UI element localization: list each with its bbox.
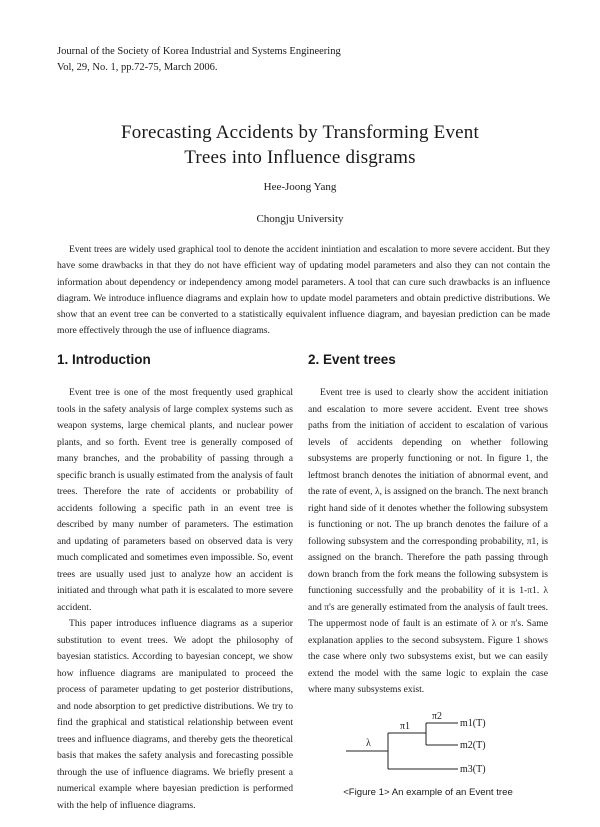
journal-info — [57, 44, 341, 76]
section-heading-introduction: 1. Introduction — [57, 352, 151, 367]
intro-paragraph-1: Event tree is one of the most frequently used graphical tools in the safety analysis of large complex systems such as weapon systems, large chemical plants, and nuclear power plants, and so forth. Event tree is generally composed of many branches, and the probability of passing through a specific branch is usually estimated from the analysis of fault trees. Therefore the rate of accidents or probability of accidents following a specific path in an event tree is described by many number of parameters. The estimation and updating of parameters based on observed data is very much complicated and sometimes even impossible. So, event trees are usually used just to analyze how an accident is initiated and through what path it is escalated to more severe accident. — [57, 387, 293, 613]
figure-caption: <Figure 1> An example of an Event tree — [343, 786, 513, 798]
figure-event-tree — [308, 710, 548, 783]
journal-name: Journal of the Society of Korea Industrial and Systems Engineering — [57, 46, 341, 57]
title-line-1: Forecasting Accidents by Transforming Event — [121, 122, 479, 143]
label-pi2: π2 — [432, 710, 443, 722]
label-m3: m3(T) — [460, 763, 486, 775]
affiliation: Chongju University — [256, 213, 344, 225]
left-column — [57, 350, 293, 814]
journal-issue: Vol, 29, No. 1, pp.72-75, March 2006. — [57, 62, 218, 73]
label-m2: m2(T) — [460, 739, 486, 751]
label-pi1: π1 — [400, 720, 411, 732]
right-column — [308, 350, 548, 801]
paper-title — [0, 120, 600, 170]
label-lambda: λ — [366, 737, 371, 749]
event-tree-diagram — [308, 713, 548, 783]
section-heading-event-trees: 2. Event trees — [308, 352, 396, 367]
intro-paragraph-2: This paper introduces influence diagrams as a superior substitution to event trees. We adopt the philosophy of bayesian statistics. According to bayesian concept, we show how influence diagrams are manipulated to proceed the process of parameter updating to get posterior distributions, and node absorption to get predictive distributions. We try to find the graphical and statistical relationship between event trees and influence diagrams, and thereby gets the theoretical basis that makes the safety analysis and forecasting possible through the use of influence diagrams. We briefly present a numerical example where bayesian prediction is performed with the help of influence diagrams. — [57, 618, 293, 811]
event-trees-paragraph-1: Event tree is used to clearly show the accident initiation and escalation to more severe accident. Event tree shows paths from the initiation of accident to escalation of various levels of accidents depending on whether following subsystems are properly functioning or not. In figure 1, the leftmost branch denotes the initiation of abnormal event, and the rate of event, λ, is assigned on the branch. The next branch right hand side of it denotes whether the following subsystem is functioning or not. The up branch denotes the failure of a following subsystem and the corresponding probability, π1, is assigned on the branch. Therefore the path passing through down branch from the fork means the following subsystem is functioning successfully and the probability of it is 1-π1. λ and π's are generally estimated from the analysis of fault trees. The uppermost node of fault is an estimate of λ or π's. Same explanation applies to the second subsystem. Figure 1 shows the case where only two subsystems exist, but we can easily extend the model with the same logic to explain the case where many subsystems exist. — [308, 387, 548, 695]
title-line-2: Trees into Influence disgrams — [184, 147, 416, 168]
abstract: Event trees are widely used graphical tool to denote the accident inintiation and escalation to more severe accident. But they have some drawbacks in that they do not have efficient way of updating model parameters and also they can not contain the information about dependency or independency among model parameters. A tool that can cure such drawbacks is an influence diagram. We introduce influence diagrams and explain how to update model parameters and obtain predictive distributions. We show that an event tree can be converted to a statistically equivalent influence diagram, and bayesian prediction can be made more effectively through the use of influence diagrams. — [57, 244, 550, 337]
label-m1: m1(T) — [460, 717, 486, 729]
author: Hee-Joong Yang — [263, 181, 337, 193]
